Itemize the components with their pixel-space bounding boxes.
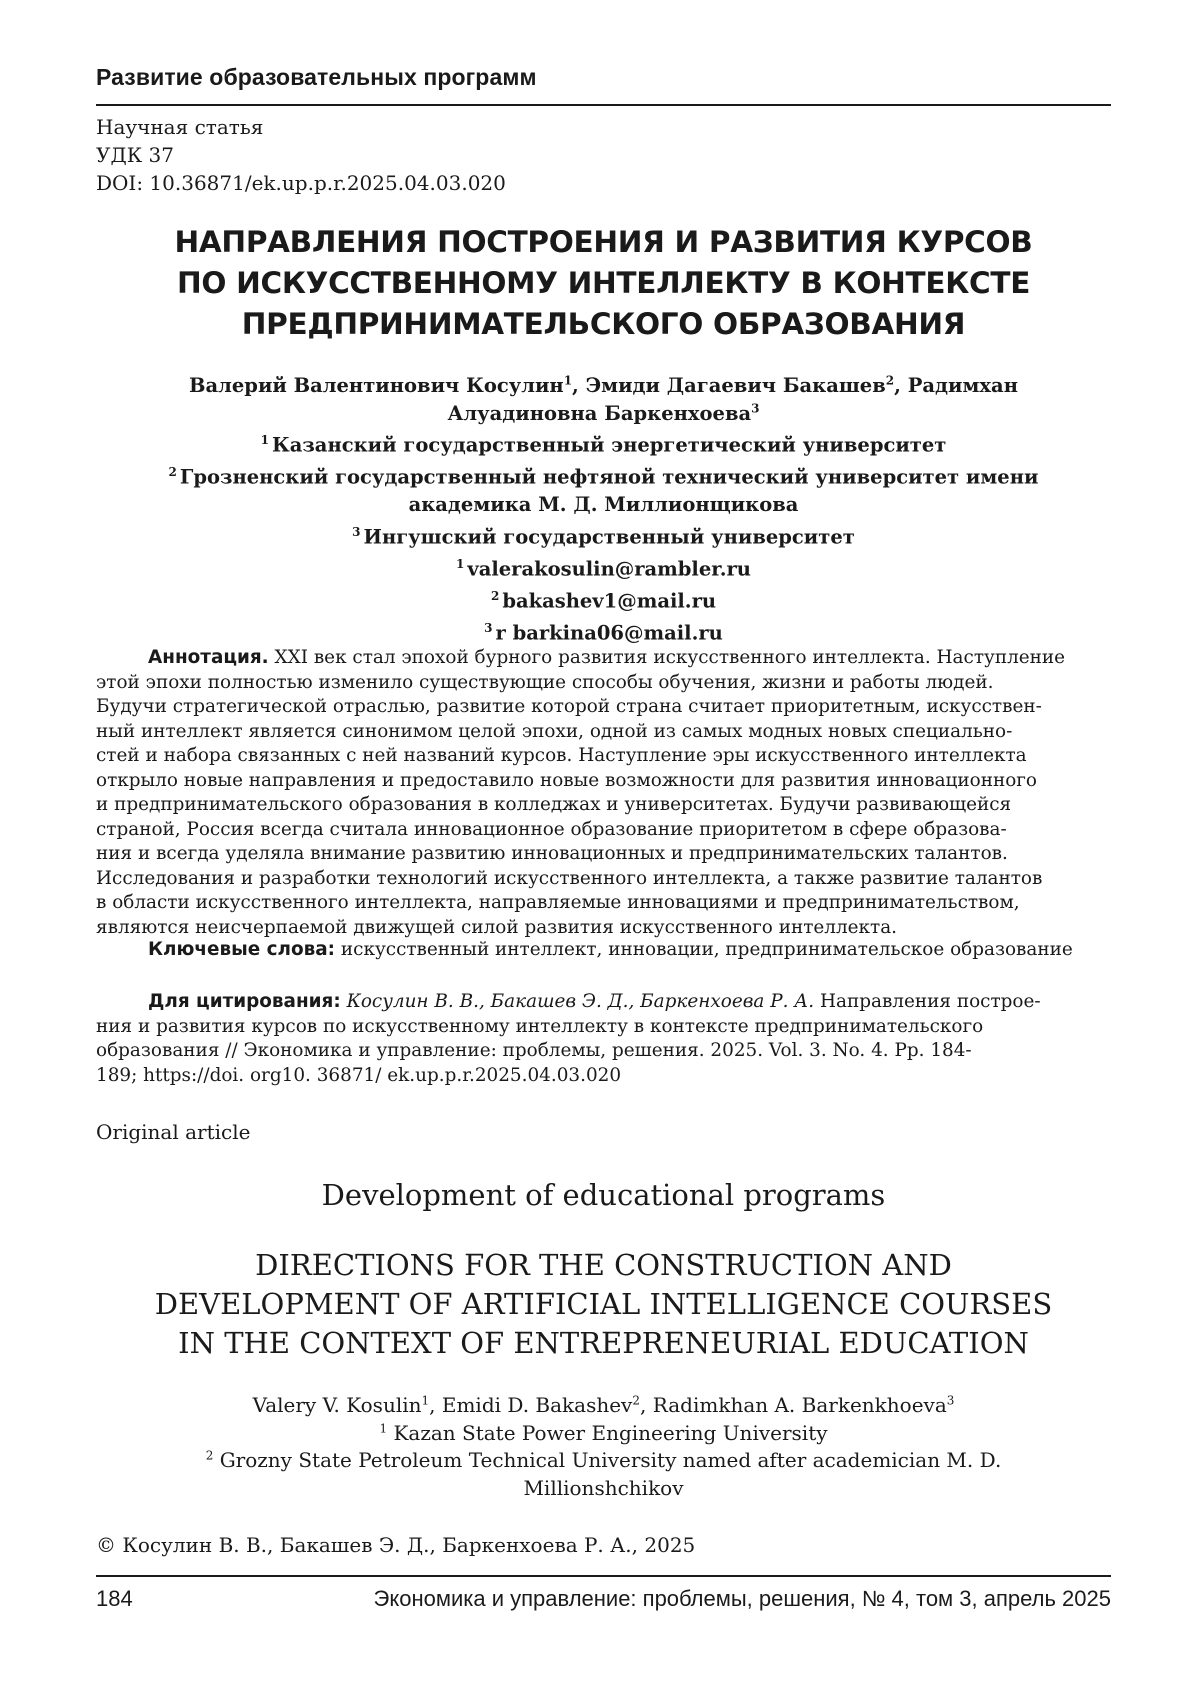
authors-line: Valery V. Kosulin1, Emidi D. Bakashev2, Radimkhan A. Barkenkhoeva3 <box>96 1392 1111 1420</box>
abstract-line: и предпринимательского образования в колледжах и университетах. Будучи развивающейся <box>96 793 1111 818</box>
abstract-line: являются неисчерпаемой движущей силой развития искусственного интеллекта. <box>96 916 1111 941</box>
author-name: Эмиди Дагаевич Бакашев <box>586 374 886 397</box>
original-article-label: Original article <box>96 1120 250 1144</box>
abstract <box>96 646 1111 940</box>
affiliation: академика М. Д. Миллионщикова <box>96 491 1111 519</box>
author-name: Радимхан <box>908 374 1018 397</box>
authors-line-2: Алуадиновна Баркенхоева3 <box>96 400 1111 428</box>
abstract-line: Аннотация. XXI век стал эпохой бурного развития искусственного интеллекта. Наступление <box>96 646 1111 671</box>
doi: DOI: 10.36871/ek.up.p.r.2025.04.03.020 <box>96 169 506 197</box>
journal-footer: Экономика и управление: проблемы, решения, № 4, том 3, апрель 2025 <box>374 1586 1111 1612</box>
footer-rule <box>96 1575 1111 1577</box>
abstract-line: этой эпохи полностью изменило существующие способы обучения, жизни и работы людей. <box>96 671 1111 696</box>
title-line: IN THE CONTEXT OF ENTREPRENEURIAL EDUCATION <box>96 1324 1111 1363</box>
abstract-line: ния и всегда уделяла внимание развитию инновационных и предпринимательских талантов. <box>96 842 1111 867</box>
article-type: Научная статья <box>96 113 506 141</box>
affiliation-en: Millionshchikov <box>96 1475 1111 1503</box>
email: 2 bakashev1@mail.ru <box>96 583 1111 615</box>
authors-block-en <box>96 1392 1111 1502</box>
abstract-line: ный интеллект является синонимом целой эпохи, одной из самых модных новых специально- <box>96 720 1111 745</box>
page-number: 184 <box>96 1586 133 1612</box>
citation-label: Для цитирования: <box>148 991 341 1012</box>
title-line: ПО ИСКУССТВЕННОМУ ИНТЕЛЛЕКТУ В КОНТЕКСТЕ <box>96 263 1111 304</box>
abstract-label: Аннотация. <box>148 647 269 668</box>
abstract-line: Исследования и разработки технологий искусственного интеллекта, а также развитие талантов <box>96 867 1111 892</box>
article-meta <box>96 113 506 197</box>
abstract-line: в области искусственного интеллекта, направляемые инновациями и предпринимательством, <box>96 891 1111 916</box>
author-name: Алуадиновна Баркенхоева <box>447 402 751 425</box>
citation: Для цитирования: Косулин В. В., Бакашев Э. Д., Баркенхоева Р. А. Направления построе- ния и развития курсов по искусственному интеллекту в контексте предпринимательского образования // Экономика и управление: проблемы, решения. 2025. Vol. 3. No. 4. Pp. 184- 189; https://doi. org10. 36871/ ek.up.p.r.2025.04.03.020 <box>96 990 1111 1088</box>
keywords-label: Ключевые слова: <box>148 939 335 960</box>
title-line: DEVELOPMENT OF ARTIFICIAL INTELLIGENCE COURSES <box>96 1285 1111 1324</box>
article-title-en <box>96 1246 1111 1363</box>
abstract-line: стей и набора связанных с ней названий курсов. Наступление эры искусственного интеллекта <box>96 744 1111 769</box>
authors-line-1: Валерий Валентинович Косулин1, Эмиди Дагаевич Бакашев2, Радимхан <box>96 372 1111 400</box>
email: 3 r barkina06@mail.ru <box>96 615 1111 647</box>
affiliation: 2 Грозненский государственный нефтяной технический университет имени <box>96 459 1111 491</box>
header-rule <box>96 104 1111 106</box>
affiliation: 3 Ингушский государственный университет <box>96 519 1111 551</box>
title-line: DIRECTIONS FOR THE CONSTRUCTION AND <box>96 1246 1111 1285</box>
affiliation-en: 2 Grozny State Petroleum Technical University named after academician M. D. <box>96 1447 1111 1475</box>
email: 1 valerakosulin@rambler.ru <box>96 551 1111 583</box>
title-line: НАПРАВЛЕНИЯ ПОСТРОЕНИЯ И РАЗВИТИЯ КУРСОВ <box>96 222 1111 263</box>
abstract-line: открыло новые направления и предоставило новые возможности для развития инновационного <box>96 769 1111 794</box>
citation-authors: Косулин В. В., Бакашев Э. Д., Баркенхоева Р. А. <box>347 991 815 1012</box>
udc-code: УДК 37 <box>96 141 506 169</box>
abstract-line: страной, Россия всегда считала инновационное образование приоритетом в сфере образова- <box>96 818 1111 843</box>
author-name: Валерий Валентинович Косулин <box>189 374 564 397</box>
authors-block-ru <box>96 372 1111 647</box>
section-title-en: Development of educational programs <box>96 1178 1111 1212</box>
title-line: ПРЕДПРИНИМАТЕЛЬСКОГО ОБРАЗОВАНИЯ <box>96 304 1111 345</box>
copyright: © Косулин В. В., Бакашев Э. Д., Баркенхоева Р. А., 2025 <box>96 1533 695 1557</box>
running-header: Развитие образовательных программ <box>96 64 1111 91</box>
citation-doi-link[interactable]: 189; https://doi. org10. 36871/ ek.up.p.r.2025.04.03.020 <box>96 1064 1111 1089</box>
abstract-line: Будучи стратегической отраслью, развитие которой страна считает приоритетным, искусствен- <box>96 695 1111 720</box>
affiliation: 1 Казанский государственный энергетический университет <box>96 427 1111 459</box>
keywords: Ключевые слова: искусственный интеллект, инновации, предпринимательское образование <box>148 938 1073 963</box>
affiliation-en: 1 Kazan State Power Engineering University <box>96 1420 1111 1448</box>
article-title-ru <box>96 222 1111 345</box>
